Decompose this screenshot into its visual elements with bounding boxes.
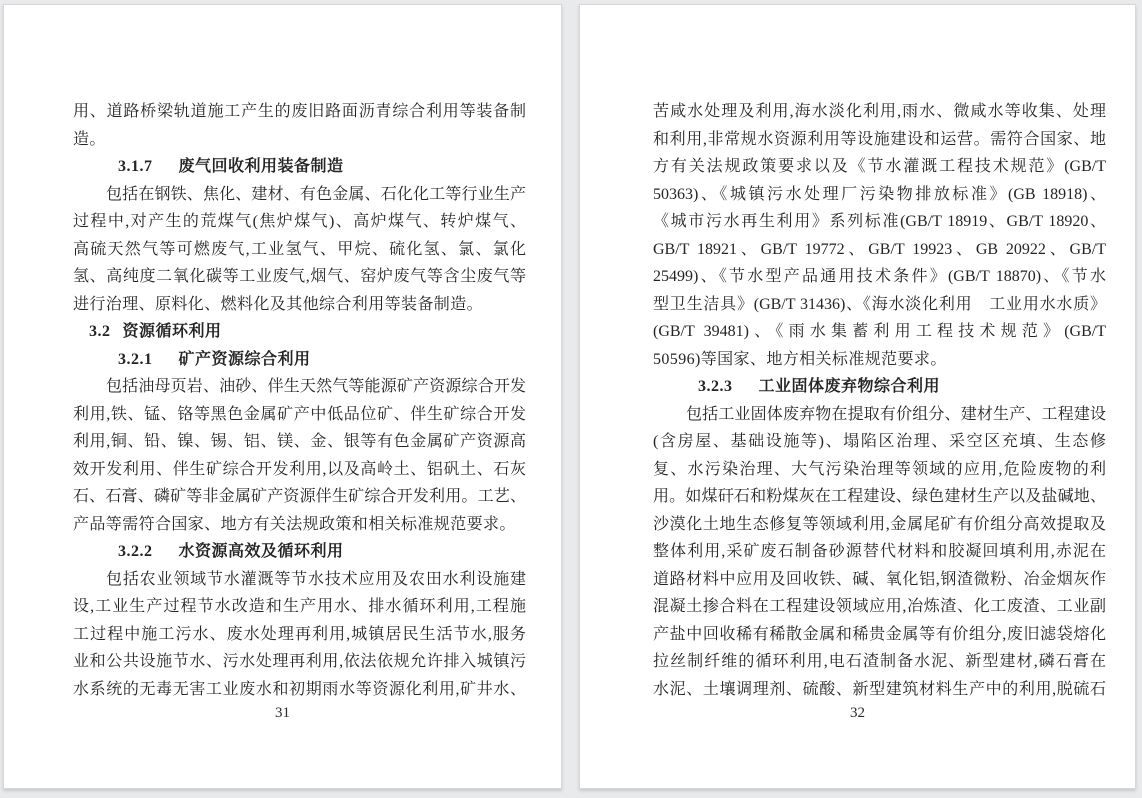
section-title: 矿产资源综合利用: [178, 350, 311, 368]
text-line: 50363)、《城镇污水处理厂污染物排放标准》(GB 18918)、: [653, 185, 1106, 203]
section-heading: [653, 373, 1106, 401]
section-title: 废气回收利用装备制造: [178, 158, 344, 175]
section-title: 资源循环利用: [122, 323, 222, 340]
text-line: 利用,铜、铅、镍、锡、铝、镁、金、银等有色金属矿产资源高: [73, 433, 526, 450]
text-line: 包括农业领域节水灌溉等节水技术应用及农田水利设施建: [106, 570, 526, 588]
text-line: 型卫生洁具》(GB/T 31436)、《海水淡化利用 工业用水水质》: [653, 295, 1106, 313]
section-title: 水资源高效及循环利用: [178, 543, 344, 560]
section-number: 3.2: [89, 323, 111, 340]
section-number: 3.2.1: [118, 350, 153, 368]
page-31-text-block: [73, 98, 526, 703]
text-line: 用。如煤矸石和粉煤灰在工程建设、绿色建材生产以及盐碱地、: [653, 488, 1106, 505]
text-line: 混凝土掺合料在工程建设领域应用,冶炼渣、化工废渣、工业副: [653, 598, 1106, 615]
text-line: 效开发利用、伴生矿综合开发利用,以及高岭土、铝矾土、石灰: [73, 460, 526, 478]
text-line: 复、水污染治理、大气污染治理等领域的应用,危险废物的利: [653, 460, 1106, 478]
text-line: 氢、高纯度二氧化碳等工业废气,烟气、窑炉废气等含尘废气等: [73, 268, 526, 285]
text-line: 25499)、《节水型产品通用技术条件》(GB/T 18870)、《节水: [653, 268, 1106, 285]
text-line: (GB/T 39481)、《雨水集蓄利用工程技术规范》(GB/T: [653, 323, 1106, 340]
section-heading: [73, 538, 526, 566]
text-line: 过程中,对产生的荒煤气(焦炉煤气)、高炉煤气、转炉煤气、: [73, 213, 526, 230]
section-title: 工业固体废弃物综合利用: [758, 378, 941, 395]
text-line: 业和公共设施节水、污水处理再利用,依法依规允许排入城镇污: [73, 653, 526, 670]
page-32-text-block: [653, 98, 1106, 703]
section-heading: [73, 346, 526, 374]
text-line: 造。: [73, 130, 106, 148]
text-line: 产品等需符合国家、地方有关法规政策和相关标准规范要求。: [73, 515, 516, 533]
text-line: 利用,铁、锰、铬等黑色金属矿产中低品位矿、伴生矿综合开发: [73, 405, 526, 423]
text-line: 用、道路桥梁轨道施工产生的废旧路面沥青综合利用等装备制: [73, 103, 526, 120]
text-line: 工过程中施工污水、废水处理再利用,城镇居民生活节水,服务: [73, 625, 526, 643]
text-line: 《城市污水再生利用》系列标准(GB/T 18919、GB/T 18920、: [653, 213, 1106, 230]
section-number: 3.2.3: [698, 378, 733, 395]
text-line: 高硫天然气等可燃废气,工业氢气、甲烷、硫化氢、氯、氯化: [73, 240, 526, 258]
text-line: 方有关法规政策要求以及《节水灌溉工程技术规范》(GB/T: [653, 158, 1106, 175]
text-line: 道路材料中应用及回收铁、碱、氧化铝,钢渣微粉、冶金烟灰作: [653, 570, 1106, 588]
page-31-number: 31: [275, 705, 290, 721]
text-line: 包括在钢铁、焦化、建材、有色金属、石化化工等行业生产: [106, 185, 526, 203]
document-page-31: [3, 4, 562, 789]
page-32-number: 32: [850, 705, 865, 721]
text-line: 包括工业固体废弃物在提取有价组分、建材生产、工程建设: [686, 405, 1106, 423]
text-line: 水系统的无毒无害工业废水和初期雨水等资源化利用,矿井水、: [73, 680, 526, 698]
text-line: 拉丝制纤维的循环利用,电石渣制备水泥、新型建材,磷石膏在: [653, 653, 1106, 670]
text-line: 进行治理、原料化、燃料化及其他综合利用等装备制造。: [73, 295, 484, 313]
text-line: 沙漠化土地生态修复等领域利用,金属尾矿有价组分高效提取及: [653, 515, 1106, 533]
text-line: 和利用,非常规水资源利用等设施建设和运营。需符合国家、地: [653, 130, 1106, 148]
text-line: 苦咸水处理及利用,海水淡化利用,雨水、微咸水等收集、处理: [653, 103, 1106, 120]
section-heading: [73, 153, 526, 181]
text-line: (含房屋、基础设施等)、塌陷区治理、采空区充填、生态修: [653, 433, 1106, 450]
text-line: 水泥、土壤调理剂、硫酸、新型建筑材料生产中的利用,脱硫石: [653, 680, 1106, 698]
section-heading: [73, 318, 526, 346]
text-line: 50596)等国家、地方相关标准规范要求。: [653, 350, 947, 368]
text-line: 产盐中回收稀有稀散金属和稀贵金属等有价组分,废旧滤袋熔化: [653, 625, 1106, 643]
text-line: 整体利用,采矿废石制备砂源替代材料和胶凝回填利用,赤泥在: [653, 543, 1106, 560]
text-line: 石、石膏、磷矿等非金属矿产资源伴生矿综合开发利用。工艺、: [73, 488, 526, 505]
section-number: 3.2.2: [118, 543, 153, 560]
text-line: 设,工业生产过程节水改造和生产用水、排水循环利用,工程施: [73, 598, 526, 615]
text-line: 包括油母页岩、油砂、伴生天然气等能源矿产资源综合开发: [106, 378, 526, 395]
section-number: 3.1.7: [118, 158, 153, 175]
document-page-32: [579, 4, 1136, 789]
text-line: GB/T 18921、GB/T 19772、GB/T 19923、GB 20922、GB/T: [653, 240, 1106, 258]
